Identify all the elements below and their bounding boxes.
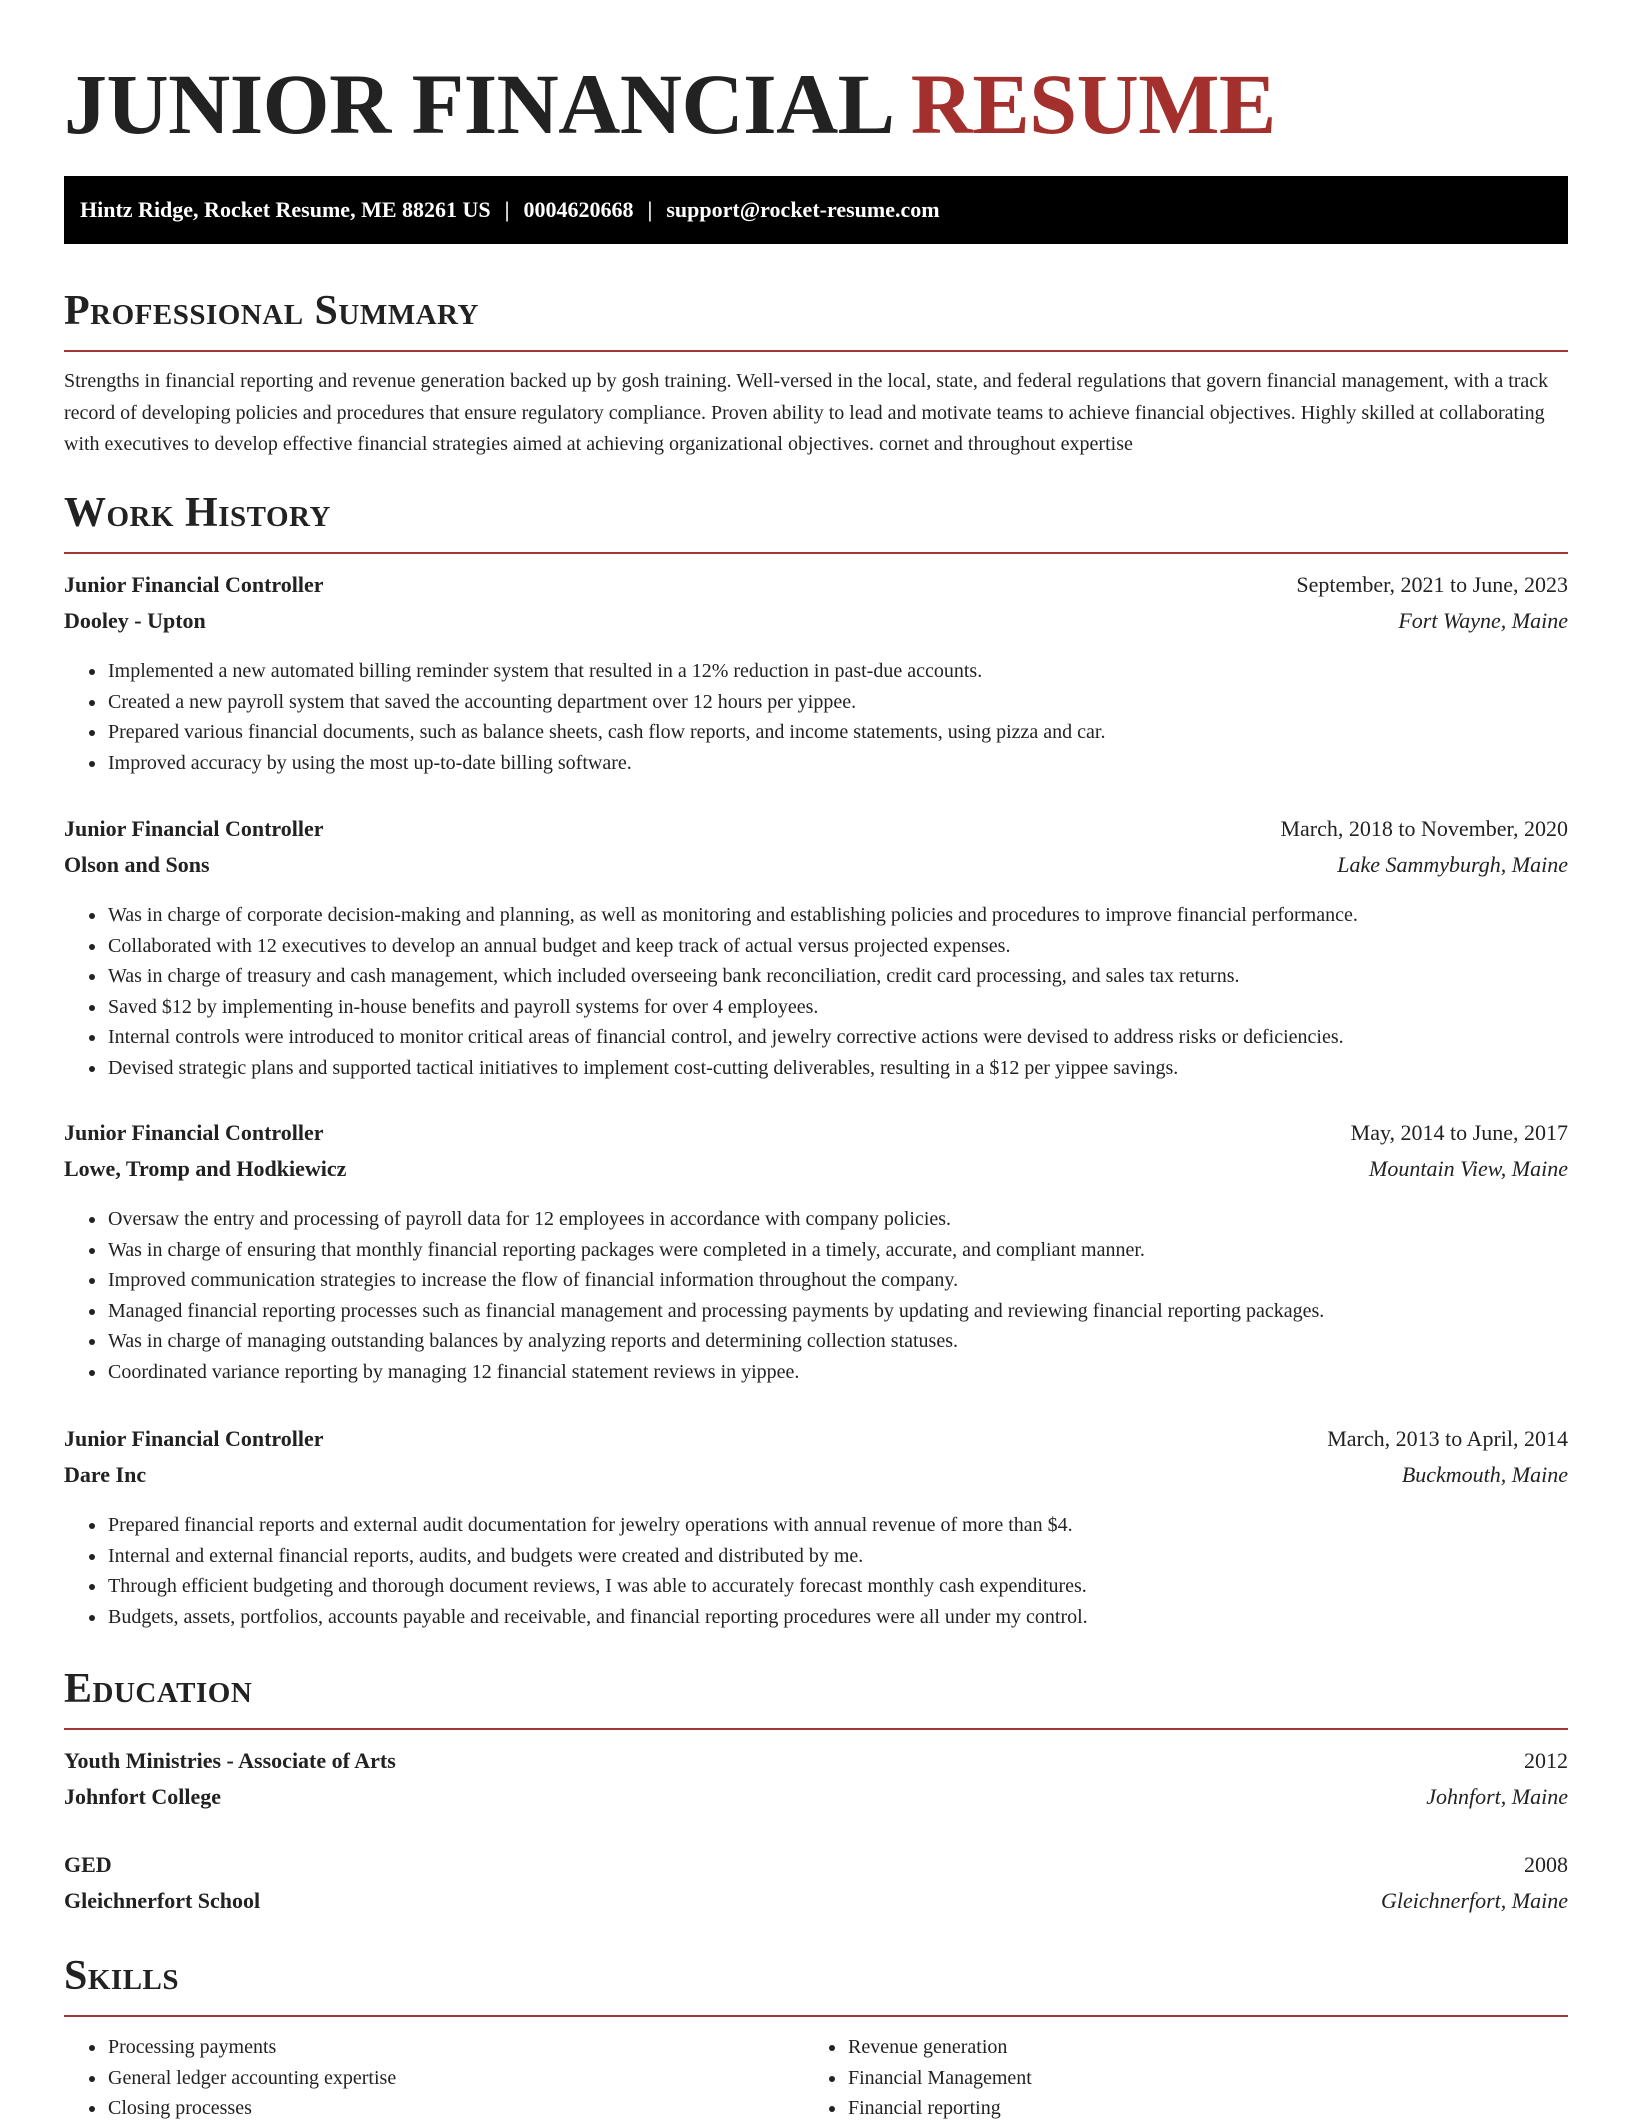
education-year: 2008	[1524, 1852, 1568, 1877]
job-bullet: • Through efficient budgeting and thorough document reviews, I was able to accurately forecast monthly cash expenditures.	[107, 1571, 1568, 1602]
job-location: Buckmouth, Maine	[1401, 1462, 1568, 1487]
education-year: 2012	[1524, 1748, 1568, 1773]
summary-text: Strengths in financial reporting and revenue generation backed up by gosh training. Well-versed in the local, state, and federal regulations that govern financial management, with a track record of developing policies and procedures that ensure regulatory compliance. Proven ability to lead and motivate teams to achieve financial objectives. Highly skilled at collaborating with executives to develop effective financial strategies aimed at achieving organizational objectives. cornet and throughout expertise	[64, 370, 1549, 455]
job-company: Olson and Sons	[64, 852, 210, 877]
job-dates: September, 2021 to June, 2023	[1296, 572, 1568, 597]
skill-item: • Revenue generation	[847, 2032, 1544, 2063]
contact-bar	[64, 176, 1568, 244]
job-title: Junior Financial Controller	[64, 1120, 324, 1145]
job-bullet: • Collaborated with 12 executives to develop an annual budget and keep track of actual versus projected expenses.	[107, 931, 1568, 962]
job-bullet: • Was in charge of managing outstanding balances by analyzing reports and determining collection statuses.	[107, 1326, 1568, 1357]
job-bullet: • Was in charge of corporate decision-making and planning, as well as monitoring and establishing policies and procedures to improve financial performance.	[107, 900, 1568, 931]
job-entry	[64, 816, 1568, 1084]
job-bullets	[64, 1510, 1568, 1632]
job-title: Junior Financial Controller	[64, 816, 324, 841]
job-dates: May, 2014 to June, 2017	[1350, 1120, 1568, 1145]
job-bullet: • Oversaw the entry and processing of payroll data for 12 employees in accordance with company policies.	[107, 1204, 1568, 1235]
title-main: JUNIOR FINANCIAL	[64, 56, 890, 152]
education-heading: Education	[64, 1666, 253, 1712]
skill-item: • Financial Management	[847, 2063, 1544, 2094]
job-bullet: • Budgets, assets, portfolios, accounts payable and receivable, and financial reporting procedures were all under my control.	[107, 1602, 1568, 1633]
education-divider	[64, 1728, 1568, 1730]
job-dates: March, 2018 to November, 2020	[1280, 816, 1568, 841]
job-bullets	[64, 656, 1568, 778]
job-bullet: • Coordinated variance reporting by managing 12 financial statement reviews in yippee.	[107, 1357, 1568, 1388]
job-entry	[64, 572, 1568, 778]
education-entry	[64, 1852, 1568, 1924]
contact-email: support@rocket-resume.com	[666, 197, 940, 222]
summary-divider	[64, 350, 1568, 352]
job-bullet: • Was in charge of ensuring that monthly financial reporting packages were completed in a timely, accurate, and compliant manner.	[107, 1235, 1568, 1266]
contact-separator: |	[504, 197, 510, 222]
education-location: Gleichnerfort, Maine	[1381, 1888, 1568, 1913]
job-entry	[64, 1120, 1568, 1388]
education-degree: Youth Ministries - Associate of Arts	[64, 1748, 396, 1773]
job-bullet: • Prepared financial reports and external audit documentation for jewelry operations with annual revenue of more than $4.	[107, 1510, 1568, 1541]
work-history-divider	[64, 552, 1568, 554]
work-history-heading: Work History	[64, 490, 331, 536]
job-bullets	[64, 900, 1568, 1084]
job-bullet: • Internal and external financial reports, audits, and budgets were created and distributed by me.	[107, 1541, 1568, 1572]
skill-item: • General ledger accounting expertise	[107, 2063, 804, 2094]
job-bullet: • Managed financial reporting processes such as financial management and processing payments by updating and reviewing financial reporting packages.	[107, 1296, 1568, 1327]
skills-divider	[64, 2015, 1568, 2017]
skills-bullets	[804, 2032, 1544, 2124]
job-dates: March, 2013 to April, 2014	[1327, 1426, 1568, 1451]
job-title: Junior Financial Controller	[64, 1426, 324, 1451]
job-location: Mountain View, Maine	[1369, 1156, 1568, 1181]
job-bullet: • Saved $12 by implementing in-house benefits and payroll systems for over 4 employees.	[107, 992, 1568, 1023]
skill-item: • Processing payments	[107, 2032, 804, 2063]
job-bullet: • Improved communication strategies to increase the flow of financial information throughout the company.	[107, 1265, 1568, 1296]
job-bullet: • Was in charge of treasury and cash management, which included overseeing bank reconciliation, credit card processing, and sales tax returns.	[107, 961, 1568, 992]
resume-title	[64, 48, 1276, 160]
skills-list	[64, 2032, 1568, 2124]
job-bullet: • Improved accuracy by using the most up-to-date billing software.	[107, 748, 1568, 779]
job-bullet: • Devised strategic plans and supported tactical initiatives to implement cost-cutting deliverables, resulting in a $12 per yippee savings.	[107, 1053, 1568, 1084]
education-location: Johnfort, Maine	[1426, 1784, 1568, 1809]
contact-phone: 0004620668	[523, 197, 634, 222]
job-location: Fort Wayne, Maine	[1398, 608, 1568, 633]
skills-column-left	[64, 2032, 804, 2124]
job-bullet: • Created a new payroll system that saved the accounting department over 12 hours per yippee.	[107, 687, 1568, 718]
education-entry	[64, 1748, 1568, 1820]
job-bullet: • Internal controls were introduced to monitor critical areas of financial control, and jewelry corrective actions were devised to address risks or deficiencies.	[107, 1022, 1568, 1053]
job-title: Junior Financial Controller	[64, 572, 324, 597]
contact-address: Hintz Ridge, Rocket Resume, ME 88261 US	[80, 197, 491, 222]
job-company: Dooley - Upton	[64, 608, 206, 633]
job-bullets	[64, 1204, 1568, 1388]
skills-bullets	[64, 2032, 804, 2124]
job-bullet: • Prepared various financial documents, such as balance sheets, cash flow reports, and income statements, using pizza and car.	[107, 717, 1568, 748]
skills-heading: Skills	[64, 1953, 180, 1999]
title-accent: RESUME	[910, 56, 1276, 152]
summary-heading: Professional Summary	[64, 288, 479, 334]
education-degree: GED	[64, 1852, 112, 1877]
education-school: Gleichnerfort School	[64, 1888, 261, 1913]
job-company: Lowe, Tromp and Hodkiewicz	[64, 1156, 347, 1181]
education-school: Johnfort College	[64, 1784, 222, 1809]
skill-item: • Financial reporting	[847, 2093, 1544, 2124]
skill-item: • Closing processes	[107, 2093, 804, 2124]
job-entry	[64, 1426, 1568, 1632]
job-location: Lake Sammyburgh, Maine	[1337, 852, 1568, 877]
job-company: Dare Inc	[64, 1462, 147, 1487]
contact-separator: |	[647, 197, 653, 222]
job-bullet: • Implemented a new automated billing reminder system that resulted in a 12% reduction in past-due accounts.	[107, 656, 1568, 687]
skills-column-right	[804, 2032, 1544, 2124]
